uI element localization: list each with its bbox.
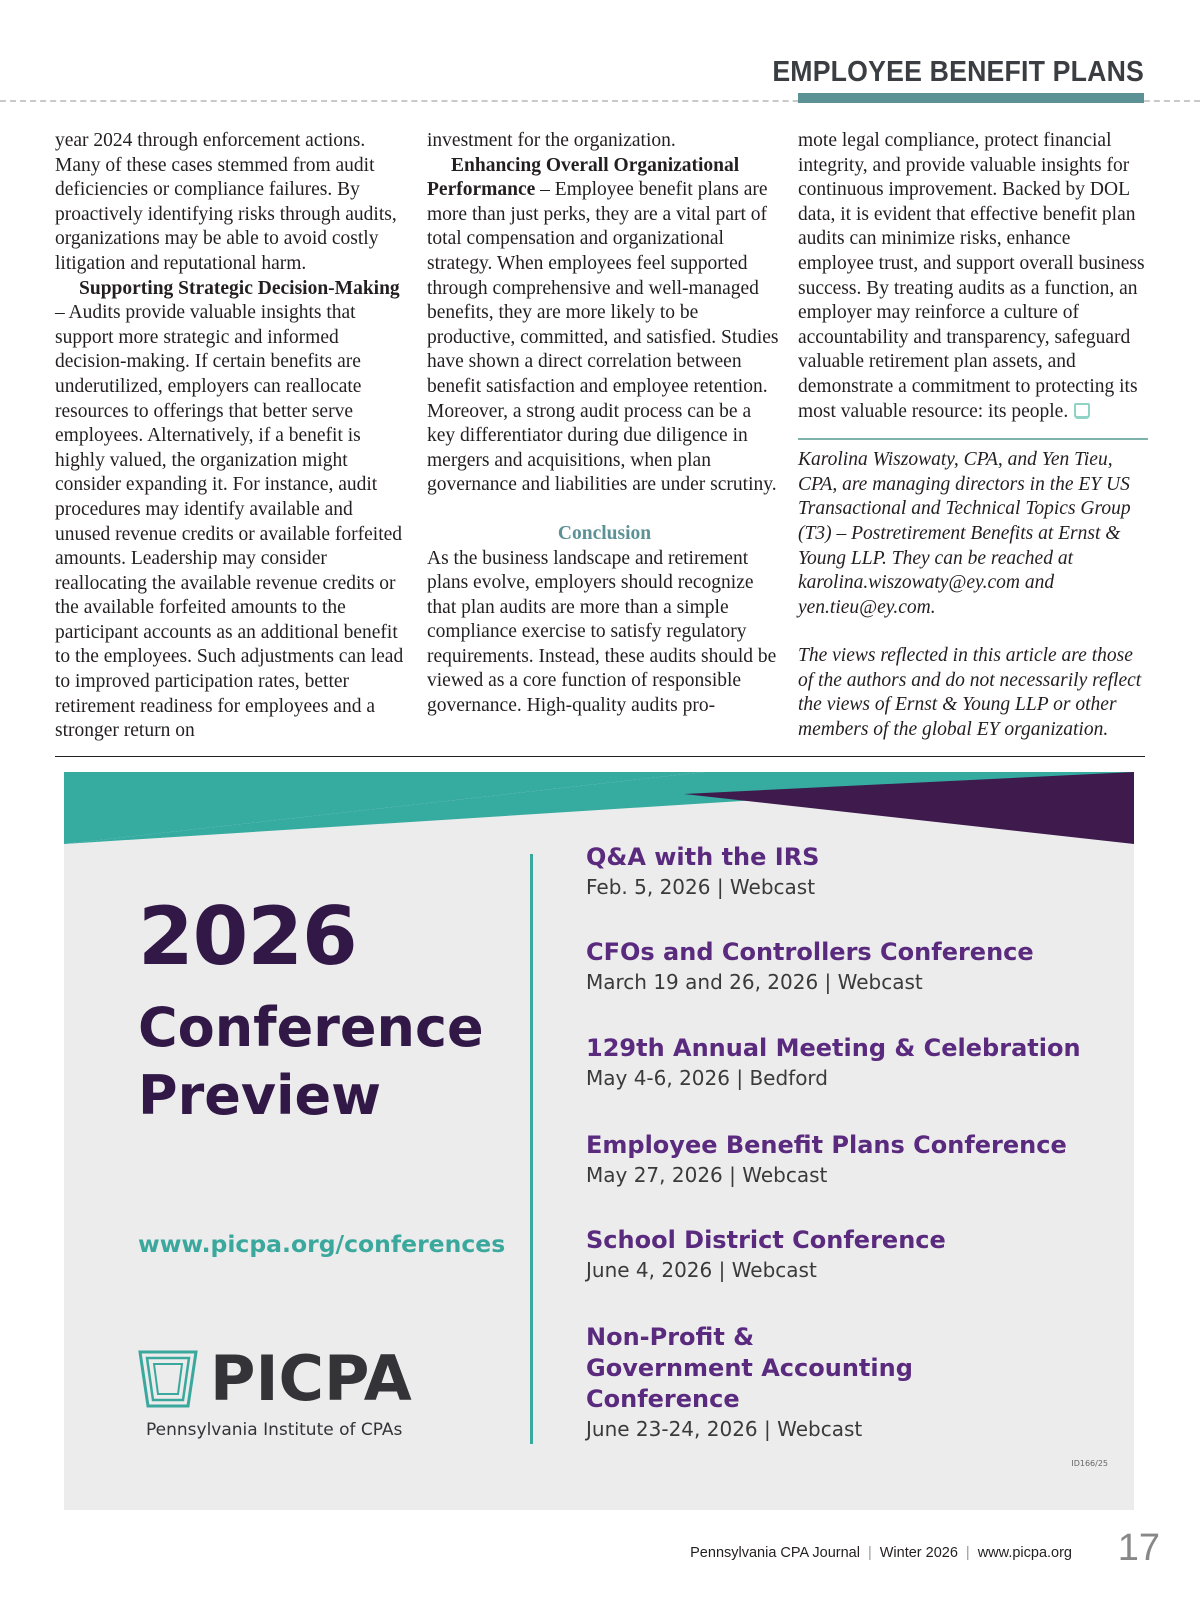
ad-title-line: Preview <box>138 1064 382 1127</box>
paragraph: year 2024 through enforcement actions. Many of these cases stemmed from audit deficiencies or compliance failures. By proactively identifying risks through audits, organizations may be able to avoid costly litigation and reputational harm. <box>55 130 397 274</box>
paragraph-text: mote legal compliance, protect financial integrity, and provide valuable insights for continuous improvement. Backed by DOL data, it is evident that effective benefit plan audits can minimize risks, enhance employee trust, and support overall business success. By treating audits as a function, an employer may reinforce a culture of accountability and transparency, safeguard valuable retirement plan assets, and demonstrate a commitment to protecting its most valuable resource: its people. <box>798 130 1145 422</box>
ad-code: ID166/25 <box>1071 1459 1108 1468</box>
event-date: March 19 and 26, 2026 | Webcast <box>586 970 923 994</box>
event-item <box>586 1225 1106 1284</box>
event-date: June 23-24, 2026 | Webcast <box>586 1417 863 1441</box>
issue-name: Winter 2026 <box>879 1545 958 1561</box>
article-column-1 <box>55 129 405 744</box>
page-footer: Pennsylvania CPA Journal | Winter 2026 | www.picpa.org <box>690 1545 1072 1561</box>
ad-title-line: Conference <box>138 996 484 1059</box>
conference-ad <box>64 772 1134 1510</box>
ad-title <box>138 994 484 1130</box>
author-bio: Karolina Wiszowaty, CPA, and Yen Tieu, CPA, are managing directors in the EY US Transactional and Technical Topics Group (T3) – Postretirement Benefits at Ernst & Young LLP. They can be reached at karolina.wiszowaty@ey.com and yen.tieu@ey.com. <box>798 449 1131 618</box>
paragraph <box>427 154 782 498</box>
paragraph <box>55 277 405 744</box>
subheading: Enhancing Overall Organizational Performance <box>427 154 740 201</box>
event-name: 129th Annual Meeting & Celebration <box>586 1034 1081 1062</box>
event-item <box>586 1033 1106 1092</box>
event-name: School District Conference <box>586 1226 946 1254</box>
journal-name: Pennsylvania CPA Journal <box>690 1545 860 1561</box>
event-date: Feb. 5, 2026 | Webcast <box>586 875 816 899</box>
event-item <box>586 1130 1106 1189</box>
conclusion-heading: Conclusion <box>557 522 652 544</box>
article-column-2 <box>427 129 782 719</box>
paragraph <box>798 129 1148 424</box>
event-name: Non-Profit & Government Accounting Conference <box>586 1323 913 1413</box>
paragraph: As the business landscape and retirement plans evolve, employers should recognize that plan audits are more than a simple compliance exercise to satisfy regulatory requirements. Instead, these audits should be viewed as a core function of responsible governance. High-quality audits pro- <box>427 547 777 717</box>
event-item <box>586 1322 916 1443</box>
event-date: June 4, 2026 | Webcast <box>586 1258 817 1282</box>
bio-divider <box>798 438 1148 440</box>
picpa-keystone-icon <box>138 1350 198 1408</box>
picpa-logo-text: PICPA <box>210 1342 412 1415</box>
ad-ribbon <box>64 772 1134 844</box>
article-bottom-rule <box>55 756 1145 757</box>
event-item <box>586 842 1106 901</box>
section-title: EMPLOYEE BENEFIT PLANS <box>772 56 1144 88</box>
event-item <box>586 937 1106 996</box>
page-number: 17 <box>1117 1527 1160 1569</box>
subheading: Supporting Strategic Decision-Making <box>79 277 400 299</box>
event-date: May 27, 2026 | Webcast <box>586 1163 828 1187</box>
picpa-logo-subtitle: Pennsylvania Institute of CPAs <box>146 1420 403 1440</box>
conferences-link[interactable]: www.picpa.org/conferences <box>138 1230 506 1258</box>
end-mark-icon <box>1074 403 1090 419</box>
paragraph: investment for the organization. <box>427 130 676 151</box>
header-accent-bar <box>798 93 1144 103</box>
event-date: May 4-6, 2026 | Bedford <box>586 1066 829 1090</box>
paragraph-text: – Employee benefit plans are more than just perks, they are a vital part of total compensation and organizational strategy. When employees feel supported through comprehensive and well-managed benefits, they are more likely to be productive, committed, and satisfied. Studies have shown a direct correlation between benefit satisfaction and employee retention. Moreover, a strong audit process can be a key differentiator during due diligence in mergers and acquisitions, when plan governance and liabilities are under scrutiny. <box>427 179 779 496</box>
ad-year: 2026 <box>138 890 357 983</box>
ad-divider <box>530 854 533 1444</box>
article-column-3 <box>798 129 1148 743</box>
footer-site-link[interactable]: www.picpa.org <box>977 1545 1072 1561</box>
event-name: CFOs and Controllers Conference <box>586 938 1034 966</box>
paragraph-text: – Audits provide valuable insights that support more strategic and informed decision-making. If certain benefits are underutilized, employers can reallocate resources to offerings that better serve employees. Alternatively, if a benefit is highly valued, the organization might consider expanding it. For instance, audit procedures may identify available and unused revenue credits or available forfeited amounts. Leadership may consider reallocating the available revenue credits or the available forfeited amounts to the participant accounts as an additional benefit to the employees. Such adjustments can lead to improved participation rates, better retirement readiness for employees and a stronger return on <box>55 302 404 742</box>
event-name: Q&A with the IRS <box>586 843 820 871</box>
disclaimer: The views reflected in this article are those of the authors and do not necessarily reflect the views of Ernst & Young LLP or other members of the global EY organization. <box>798 645 1142 741</box>
event-name: Employee Benefit Plans Conference <box>586 1131 1067 1159</box>
